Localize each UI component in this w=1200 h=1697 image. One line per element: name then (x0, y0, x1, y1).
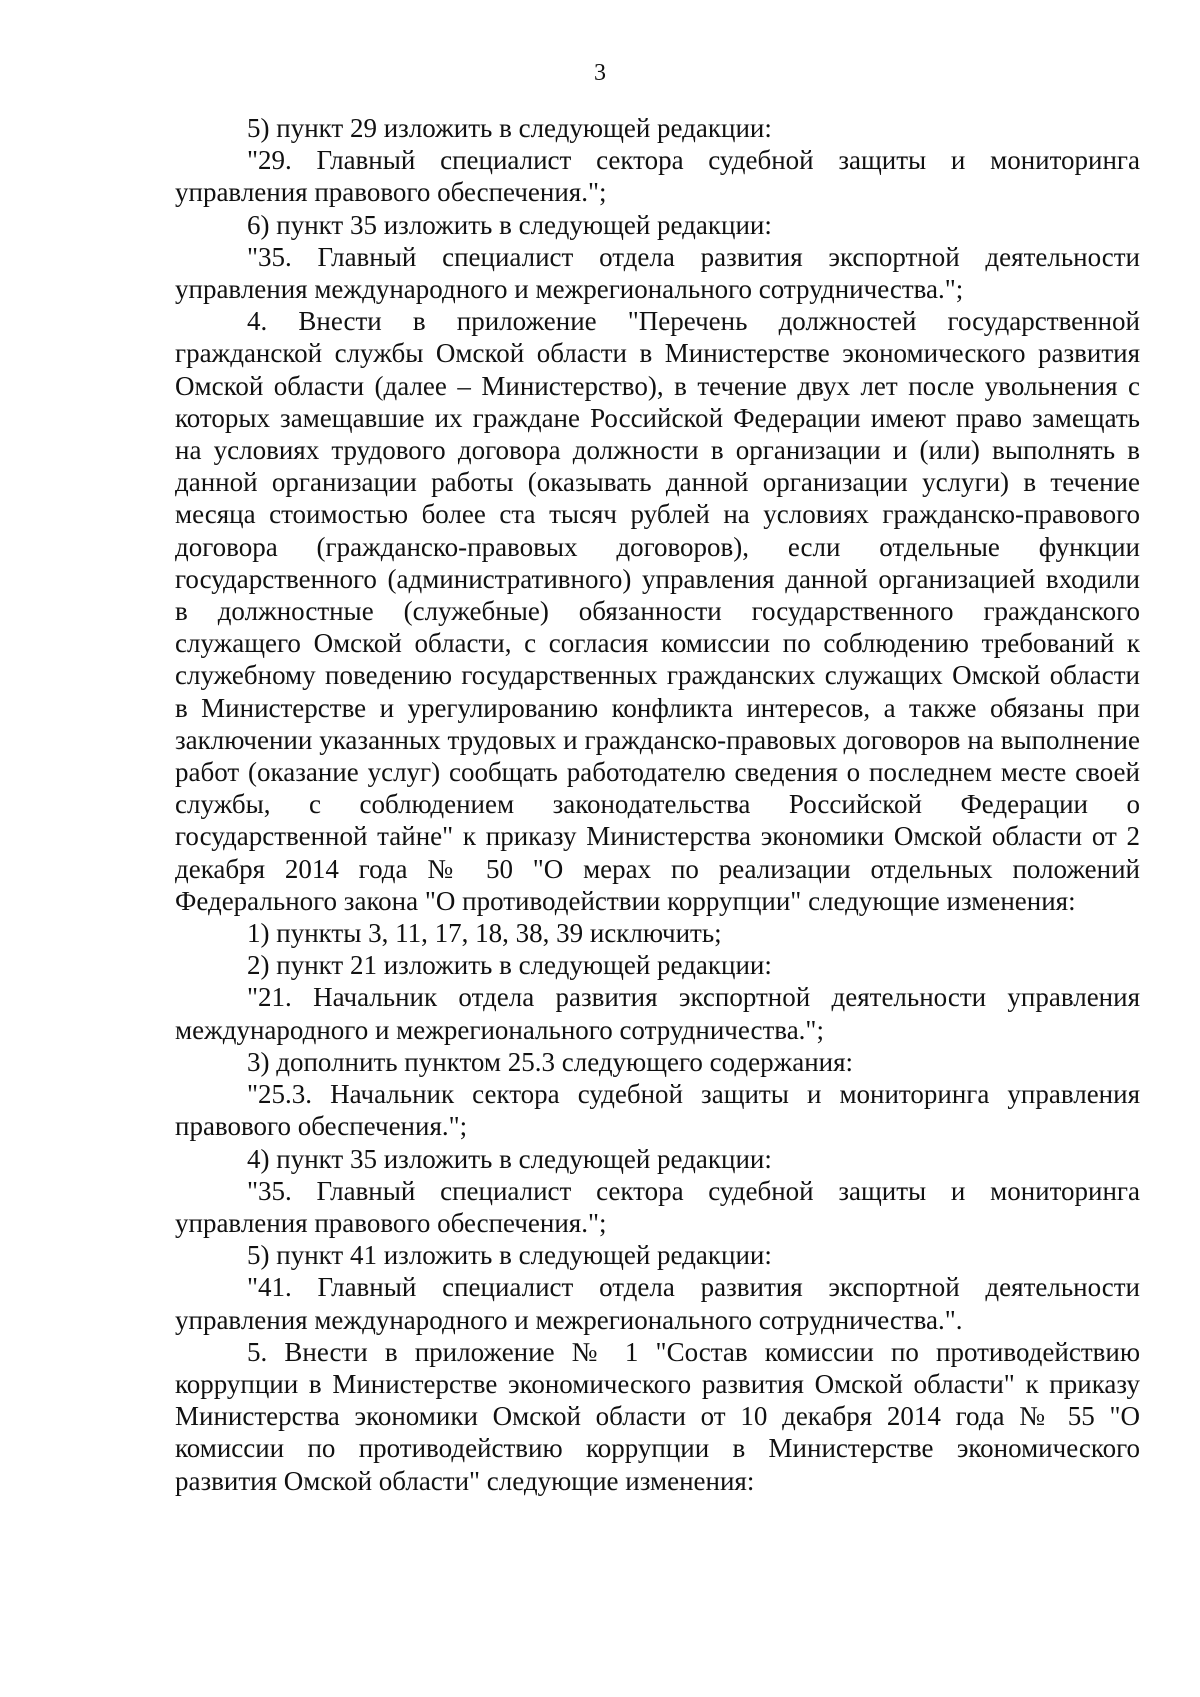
paragraph-item-3-p25-3: 3) дополнить пунктом 25.3 следующего содержания: (247, 1046, 854, 1077)
paragraph-quote-35-b: "35. Главный специалист сектора судебной защиты и мониторинга управления правового обеспечения."; (175, 1175, 1140, 1238)
page-number: 3 (594, 60, 606, 86)
paragraph-item-2-p21: 2) пункт 21 изложить в следующей редакции: (247, 950, 772, 981)
document-body (175, 112, 1140, 1497)
paragraph-item-5-p41: 5) пункт 41 изложить в следующей редакции: (247, 1240, 772, 1271)
paragraph-quote-41: "41. Главный специалист отдела развития экспортной деятельности управления международного и межрегионального сотрудничества.". (175, 1272, 1140, 1335)
paragraph-section-5: 5. Внести в приложение № 1 "Состав комиссии по противодействию коррупции в Министерстве экономического развития Омской области" к приказу Министерства экономики Омской области от 10 декабря 2014 года № 55 "О комиссии по противодействию коррупции в Министерстве экономического развития Омской области" следующие изменения: (175, 1336, 1140, 1496)
paragraph-quote-29: "29. Главный специалист сектора судебной защиты и мониторинга управления правового обеспечения."; (175, 145, 1140, 208)
paragraph-quote-25-3: "25.3. Начальник сектора судебной защиты и мониторинга управления правового обеспечения."; (175, 1079, 1140, 1142)
paragraph-quote-35: "35. Главный специалист отдела развития экспортной деятельности управления международного и межрегионального сотрудничества."; (175, 241, 1140, 305)
paragraph-section-4: 4. Внести в приложение "Перечень должностей государственной гражданской службы Омской области в Министерстве экономического развития Омской области (далее – Министерство), в течение двух лет после увольнения с которых замещавшие их граждане Российской Федерации имеют право замещать на условиях трудового договора должности в организации и (или) выполнять в данной организации работы (оказывать данной организации услуги) в течение месяца стоимостью более ста тысяч рублей на условиях гражданско-правового договора (гражданско-правовых договоров), если отдельные функции государственного (административного) управления данной организацией входили в должностные (служебные) обязанности государственного гражданского служащего Омской области, с согласия комиссии по соблюдению требований к служебному поведению государственных гражданских служащих Омской области в Министерстве и урегулированию конфликта интересов, а также обязаны при заключении указанных трудовых и гражданско-правовых договоров на выполнение работ (оказание услуг) сообщать работодателю сведения о последнем месте своей службы, с соблюдением законодательства Российской Федерации о государственной тайне" к приказу Министерства экономики Омской области от 2 декабря 2014 года № 50 "О мерах по реализации отдельных положений Федерального закона "О противодействии коррупции" следующие изменения: (175, 306, 1140, 916)
paragraph-item-4-p35: 4) пункт 35 изложить в следующей редакции: (247, 1143, 772, 1174)
paragraph-quote-21: "21. Начальник отдела развития экспортной деятельности управления международного и межрегионального сотрудничества."; (175, 982, 1140, 1045)
paragraph-item-1-exclude: 1) пункты 3, 11, 17, 18, 38, 39 исключить; (247, 918, 722, 949)
paragraph-item-6-p35: 6) пункт 35 изложить в следующей редакции: (247, 209, 772, 240)
paragraph-item-5-p29: 5) пункт 29 изложить в следующей редакции: (247, 113, 772, 143)
